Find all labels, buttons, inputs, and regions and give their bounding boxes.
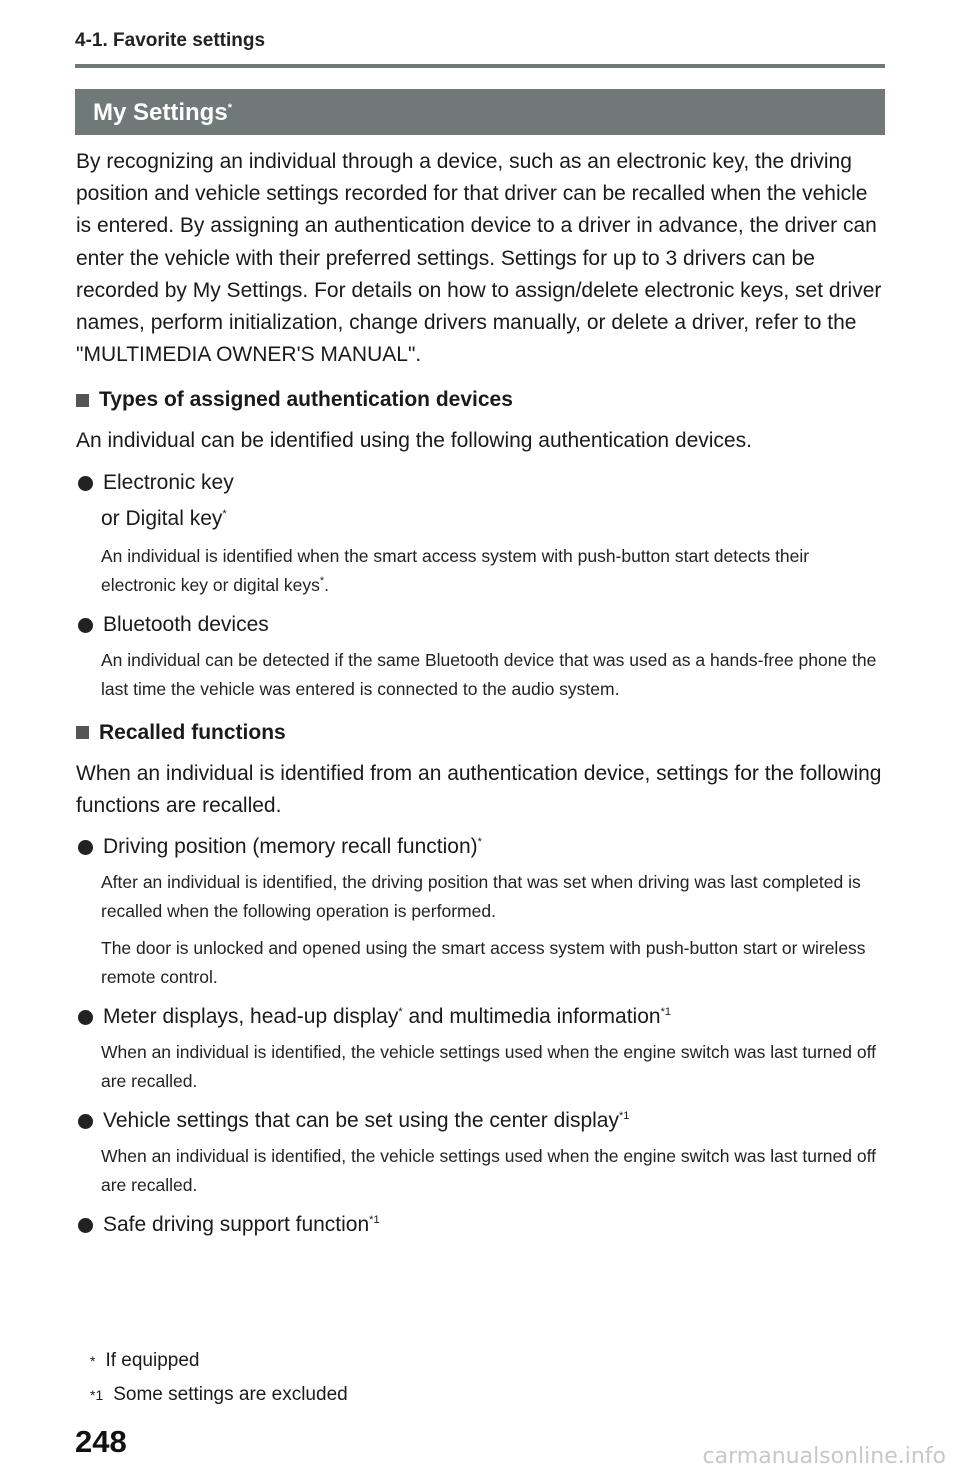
round-bullet-icon (78, 840, 93, 855)
footnote-mark: * (319, 574, 325, 587)
bullet-vehicle-settings (76, 1106, 888, 1136)
bullet-meter-displays (76, 1002, 888, 1032)
section-banner (75, 89, 885, 135)
bullet-label-text: Driving position (memory recall function) (103, 835, 478, 859)
footnote-mark: * (398, 1006, 403, 1019)
electronic-key-description (101, 542, 888, 600)
description-text: An individual is identified when the smart access system with push-button start detects their electronic key or digital keys (101, 545, 810, 595)
bullet-electronic-key (76, 468, 888, 498)
page-number: 248 (75, 1424, 127, 1459)
recalled-text: When an individual is identified from an authentication device, settings for the following functions are recalled. (76, 761, 882, 817)
bullet-driving-position (76, 832, 888, 862)
bullet-label: Electronic key (103, 470, 234, 494)
description-end: . (324, 574, 330, 595)
bullet-continuation (101, 504, 888, 534)
bullet-label (103, 1002, 671, 1032)
running-header: 4-1. Favorite settings (75, 30, 266, 51)
bluetooth-description: An individual can be detected if the same Bluetooth device that was used as a hands-free phone the last time the vehicle was entered is connected to the audio system. (101, 649, 877, 699)
footnote-marker: *1 (90, 1387, 104, 1403)
types-heading-text: Types of assigned authentication devices (99, 388, 513, 412)
bullet-label (103, 832, 482, 862)
bullet-bluetooth (76, 610, 888, 640)
types-text: An individual can be identified using the following authentication devices. (76, 429, 752, 453)
section-title (93, 99, 232, 127)
bullet-label-text: Vehicle settings that can be set using the center display (103, 1109, 619, 1133)
bullet-label-text-a: Meter displays, head-up display (103, 1005, 399, 1029)
digital-key-label: or Digital key (101, 506, 223, 530)
footnote-item (90, 1344, 348, 1378)
section-title-mark: * (227, 102, 232, 114)
header-divider (75, 64, 885, 68)
footnote-mark: *1 (660, 1006, 671, 1019)
bullet-label (103, 1210, 380, 1240)
meter-description: When an individual is identified, the vehicle settings used when the engine switch was last turned off are recalled. (101, 1042, 876, 1092)
main-content (76, 146, 888, 1246)
bullet-safe-driving (76, 1210, 888, 1240)
square-bullet-icon (76, 394, 89, 407)
bullet-label (103, 1106, 629, 1136)
footnote-text: Some settings are excluded (113, 1384, 348, 1405)
bullet-label-text-b: and multimedia information (402, 1005, 661, 1029)
driving-description-1: After an individual is identified, the driving position that was set when driving was last completed is recalled when the following operation is performed. (101, 872, 861, 922)
bullet-label-text: Safe driving support function (103, 1213, 370, 1237)
footnote-mark: *1 (369, 1214, 380, 1227)
bullet-label: Bluetooth devices (103, 612, 269, 636)
vehicle-settings-description: When an individual is identified, the vehicle settings used when the engine switch was last turned off are recalled. (101, 1146, 876, 1196)
footnote-item (90, 1378, 348, 1412)
square-bullet-icon (76, 726, 89, 739)
footnote-text: If equipped (105, 1350, 200, 1371)
round-bullet-icon (78, 1010, 93, 1025)
recalled-heading-text: Recalled functions (99, 720, 286, 744)
section-title-text: My Settings (93, 99, 228, 126)
round-bullet-icon (78, 476, 93, 491)
round-bullet-icon (78, 618, 93, 633)
round-bullet-icon (78, 1114, 93, 1129)
recalled-heading (76, 718, 888, 748)
footnote-mark: * (477, 836, 482, 849)
footnote-marker: * (90, 1353, 96, 1369)
types-heading (76, 385, 888, 415)
driving-description-2: The door is unlocked and opened using the smart access system with push-button start or wireless remote control. (101, 938, 866, 988)
round-bullet-icon (78, 1218, 93, 1233)
intro-paragraph: By recognizing an individual through a device, such as an electronic key, the driving position and vehicle settings recorded for that driver can be recalled when the vehicle is entered. By assigning an authentication device to a driver in advance, the driver can enter the vehicle with their preferred settings. Settings for up to 3 drivers can be recorded by My Settings. For details on how to assign/delete electronic keys, set driver names, perform initialization, change drivers manually, or delete a driver, refer to the "MULTIMEDIA OWNER'S MANUAL". (76, 150, 882, 367)
footnote-mark: *1 (619, 1110, 630, 1123)
footnote-mark: * (222, 507, 227, 520)
watermark: carmanualsonline.info (702, 1444, 946, 1469)
footnotes (90, 1344, 348, 1412)
